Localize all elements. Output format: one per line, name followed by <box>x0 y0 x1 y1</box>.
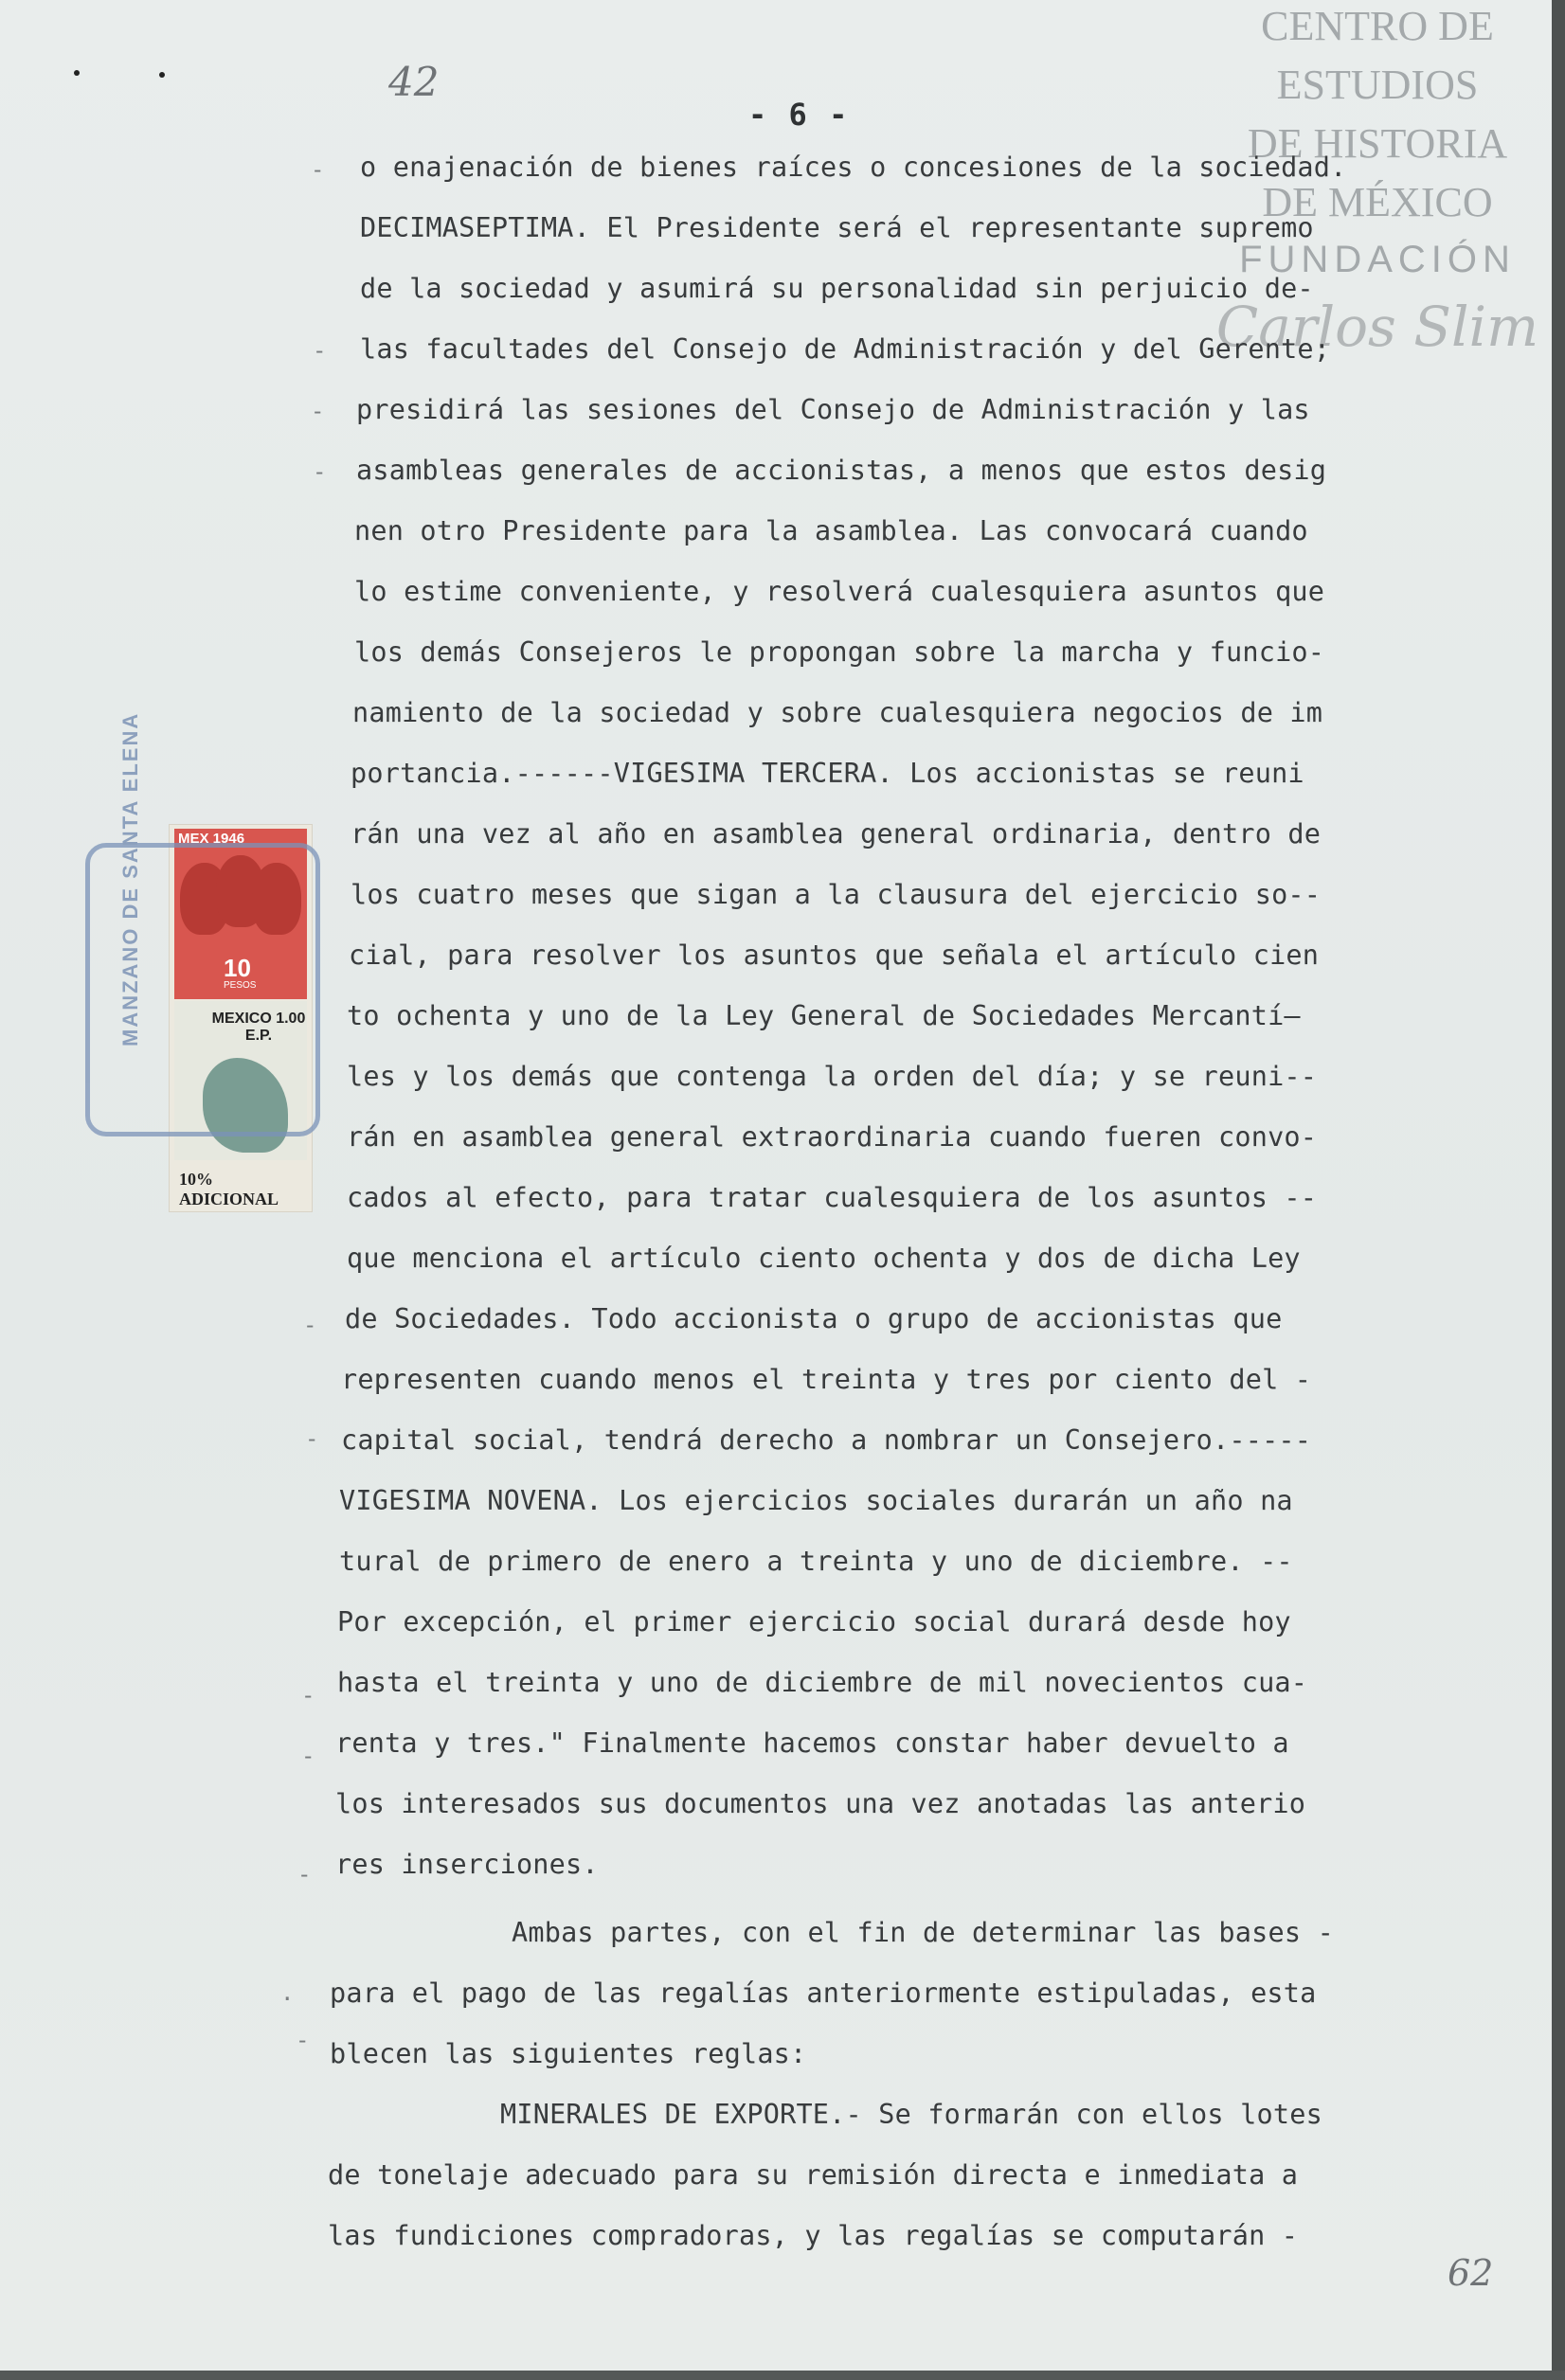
margin-mark: - <box>303 1312 317 1338</box>
text-line: las facultades del Consejo de Administración y del Gerente; <box>360 333 1331 365</box>
text-line: namiento de la sociedad y sobre cualesquiera negocios de im <box>352 697 1323 728</box>
watermark-line: ESTUDIOS <box>1276 62 1479 108</box>
text-line: para el pago de las regalías anteriormente estipuladas, esta <box>330 1977 1317 2009</box>
text-line: renta y tres." Finalmente hacemos constar haber devuelto a <box>335 1727 1289 1759</box>
page-number: - 6 - <box>748 97 850 133</box>
text-line: VIGESIMA NOVENA. Los ejercicios sociales durarán un año na <box>339 1485 1293 1516</box>
text-line: nen otro Presidente para la asamblea. Las convocará cuando <box>354 515 1308 546</box>
text-line: res inserciones. <box>335 1849 599 1880</box>
text-line: de tonelaje adecuado para su remisión directa e inmediata a <box>328 2159 1299 2191</box>
text-line: les y los demás que contenga la orden del día; y se reuni-- <box>347 1061 1318 1092</box>
page-edge-shadow <box>1552 0 1565 2380</box>
watermark-signature: Carlos Slim <box>1215 295 1539 359</box>
margin-mark: - <box>313 337 327 364</box>
text-line: lo estime conveniente, y resolverá cualesquiera asuntos que <box>354 576 1325 607</box>
margin-mark: - <box>301 1682 315 1709</box>
margin-mark: - <box>311 156 325 183</box>
watermark-line: DE HISTORIA <box>1247 120 1508 167</box>
handwritten-page-number: 62 <box>1448 2252 1494 2294</box>
text-line: capital social, tendrá derecho a nombrar un Consejero.----- <box>341 1424 1312 1456</box>
watermark-line: FUNDACIÓN <box>1239 239 1516 280</box>
ink-dot <box>74 70 80 76</box>
text-line: de la sociedad y asumirá su personalidad sin perjuicio de- <box>360 273 1314 304</box>
stamp-additional-label: 10% ADICIONAL <box>179 1170 279 1208</box>
text-line: que menciona el artículo ciento ochenta y dos de dicha Ley <box>347 1243 1301 1274</box>
ink-dot <box>159 72 165 78</box>
text-line: MINERALES DE EXPORTE.- Se formarán con ellos lotes <box>500 2099 1322 2130</box>
text-line: to ochenta y uno de la Ley General de Sociedades Mercantí— <box>347 1000 1301 1031</box>
stamp-overprint: MEXICO 1.00 E.P. <box>211 1011 306 1045</box>
text-line: los demás Consejeros le propongan sobre la marcha y funcio- <box>354 636 1325 668</box>
stamp-value: 10 <box>224 954 251 982</box>
text-line: los cuatro meses que sigan a la clausura del ejercicio so-- <box>351 879 1322 910</box>
margin-mark: - <box>311 398 325 424</box>
stamp-currency: PESOS <box>224 980 257 991</box>
text-line: hasta el treinta y uno de diciembre de mil novecientos cua- <box>337 1667 1308 1698</box>
stamp-header: MEX 1946 <box>178 831 245 847</box>
document-body <box>313 152 1421 2281</box>
text-line: las fundiciones compradoras, y las regalías se computarán - <box>328 2220 1299 2251</box>
text-line: portancia.------VIGESIMA TERCERA. Los accionistas se reuni <box>351 758 1304 789</box>
watermark-line: CENTRO DE <box>1261 3 1494 49</box>
text-line: o enajenación de bienes raíces o concesiones de la sociedad. <box>360 152 1347 183</box>
watermark-line: DE MÉXICO <box>1262 179 1493 225</box>
text-line: cados al efecto, para tratar cualesquiera de los asuntos -- <box>347 1182 1318 1213</box>
handwritten-folio-number: 42 <box>388 59 440 105</box>
text-line: tural de primero de enero a treinta y uno de diciembre. -- <box>339 1546 1293 1577</box>
margin-mark: . <box>280 1979 295 2006</box>
text-line: rán una vez al año en asamblea general ordinaria, dentro de <box>351 818 1322 850</box>
text-line: presidirá las sesiones del Consejo de Administración y las <box>356 394 1310 425</box>
text-line: de Sociedades. Todo accionista o grupo de accionistas que <box>345 1303 1283 1334</box>
margin-mark: - <box>313 458 327 485</box>
text-line: Ambas partes, con el fin de determinar las bases - <box>512 1917 1334 1948</box>
seal-text: MANZANO DE SANTA ELENA <box>118 711 142 1047</box>
margin-mark: - <box>305 1425 319 1452</box>
text-line: cial, para resolver los asuntos que señala el artículo cien <box>349 939 1320 971</box>
margin-mark: - <box>296 2027 310 2053</box>
text-line: rán en asamblea general extraordinaria cuando fueren convo- <box>347 1121 1318 1153</box>
text-line: los interesados sus documentos una vez anotadas las anterio <box>335 1788 1306 1819</box>
text-line: representen cuando menos el treinta y tres por ciento del - <box>341 1364 1312 1395</box>
text-line: blecen las siguientes reglas: <box>330 2038 807 2069</box>
margin-mark: - <box>301 1743 315 1769</box>
text-line: asambleas generales de accionistas, a menos que estos desig <box>356 455 1327 486</box>
margin-mark: - <box>297 1861 312 1888</box>
page-bottom-edge <box>0 2371 1565 2380</box>
text-line: DECIMASEPTIMA. El Presidente será el representante supremo <box>360 212 1314 243</box>
text-line: Por excepción, el primer ejercicio social durará desde hoy <box>337 1606 1291 1637</box>
